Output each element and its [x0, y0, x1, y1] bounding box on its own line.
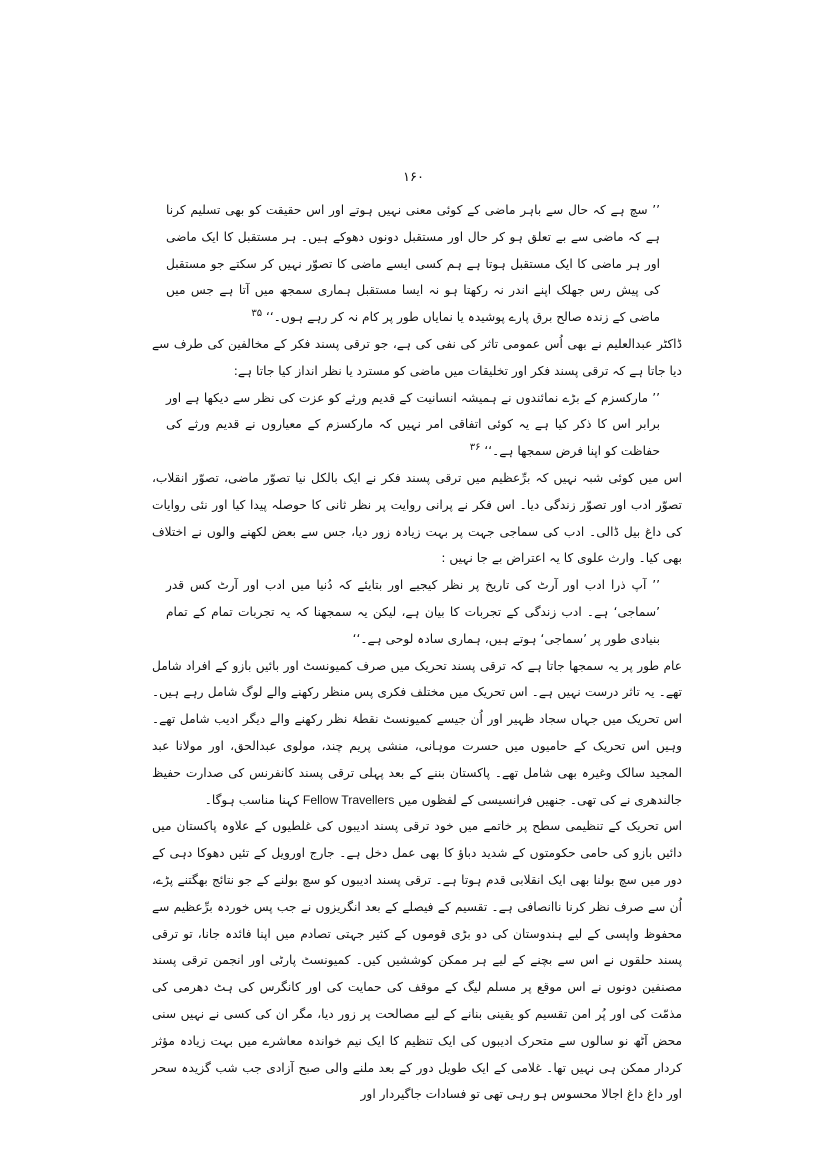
block-quote	[152, 385, 682, 465]
block-quote	[152, 572, 682, 652]
quote-text: ’’ مارکسزم کے بڑے نمائندوں نے ہمیشہ انسانیت کے قدیم ورثے کو عزت کی نظر سے دیکھا ہے اور برابر اس کا ذکر کیا ہے یہ کوئی اتفاقی امر نہیں کہ مارکسزم کے معیاروں نے قدیم ورثے کی حفاظت کو اپنا فرض سمجھا ہے۔‘‘	[166, 390, 660, 459]
body-paragraph	[152, 653, 682, 814]
quote-text: ’’ آپ ذرا ادب اور آرٹ کی تاریخ پر نظر کیجیے اور بتایئے کہ دُنیا میں ادب اور آرٹ کس قدر ’سماجی‘ ہے۔ ادب زندگی کے تجربات کا بیان ہے، لیکن یہ سمجھنا کہ یہ تجربات تمام کے تمام بنیادی طور پر ’سماجی‘ ہوتے ہیں، ہماری سادہ لوحی ہے۔‘‘	[166, 578, 660, 646]
body-paragraph: ڈاکٹر عبدالعلیم نے بھی اُس عمومی تاثر کی نفی کی ہے، جو ترقی پسند فکر کے مخالفین کی طرف سے دیا جاتا ہے کہ ترقی پسند فکر اور تخلیقات میں ماضی کو مسترد یا نظر انداز کیا جاتا ہے:	[152, 336, 682, 378]
paragraph-text: کہنا مناسب ہوگا۔	[204, 792, 300, 807]
page-number: ۱۶۰	[403, 170, 424, 185]
body-paragraph: اس تحریک کے تنظیمی سطح پر خاتمے میں خود ترقی پسند ادیبوں کی غلطیوں کے علاوہ پاکستان میں دائیں بازو کی حامی حکومتوں کے شدید دباؤ کا بھی عمل دخل ہے۔ جارج اورویل کے تئیں دھوکا دہی کے دور میں سچ بولنا بھی ایک انقلابی قدم ہوتا ہے۔ ترقی پسند ادیبوں کو سچ بولنے کے جو نتائج بھگتنے پڑے، اُن سے صرف نظر کرنا ناانصافی ہے۔ تقسیم کے فیصلے کے بعد انگریزوں نے جب پس خوردہ برِّعظیم سے محفوظ واپسی کے لیے ہندوستان کی دو بڑی قوموں کے کثیر جہتی تصادم میں اپنا فائدہ جانا، تو ترقی پسند حلقوں نے اس سے بچنے کے لیے ہر ممکن کوششیں کیں۔ کمیونسٹ پارٹی اور انجمن ترقی پسند مصنفین دونوں نے اس موقع پر مسلم لیگ کے موقف کی حمایت کی اور کانگرس کی ہٹ دھرمی کی مذمّت کی اور پُر امن تقسیم کو یقینی بنانے کے لیے مصالحت پر زور دیا، مگر ان کی کسی نے نہیں سنی محض آٹھ نو سالوں سے متحرک ادیبوں کی ایک تنظیم کا ایک نیم خواندہ معاشرے میں بہت زیادہ مؤثر کردار ممکن ہی نہیں تھا۔ غلامی کے ایک طویل دور کے بعد ملنے والی صبح آزادی جب شب گزیدہ سحر اور داغ داغ اجالا محسوس ہو رہی تھی تو فسادات جاگیردار اور	[152, 819, 682, 1102]
paragraph-text: عام طور پر یہ سمجھا جاتا ہے کہ ترقی پسند تحریک میں صرف کمیونسٹ اور بائیں بازو کے افراد شامل تھے۔ یہ تاثر درست نہیں ہے۔ اس تحریک میں مختلف فکری پس منظر رکھنے والے لوگ شامل رہے ہیں۔ اس تحریک میں جہاں سجاد ظہیر اور اُن جیسے کمیونسٹ نقطۂ نظر رکھنے والے دیگر ادیب شامل تھے۔ وہیں اس تحریک کے حامیوں میں حسرت موہانی، منشی پریم چند، مولوی عبدالحق، اور مولانا عبد المجید سالک وغیرہ بھی شامل تھے۔ پاکستان بننے کے بعد پہلی ترقی پسند کانفرنس کی صدارت حفیظ جالندھری نے کی تھی۔ جنھیں فرانسیسی کے لفظوں میں	[152, 658, 682, 807]
english-phrase: Fellow Travellers	[302, 792, 395, 807]
footnote-reference: ۳۶	[469, 442, 481, 454]
footnote-reference: ۳۵	[251, 308, 263, 320]
page-body	[152, 197, 682, 1108]
quote-text: ’’ سچ ہے کہ حال سے باہر ماضی کے کوئی معنی نہیں ہوتے اور اس حقیقت کو بھی تسلیم کرنا ہے کہ ماضی سے بے تعلق ہو کر حال اور مستقبل دونوں دھوکے ہیں۔ ہر مستقبل کا ایک ماضی اور ہر ماضی کا ایک مستقبل ہوتا ہے ہم کسی ایسے ماضی کا تصوّر نہیں کر سکتے جو مستقبل کی پیش رس جھلک اپنے اندر نہ رکھتا ہو نہ ایسا مستقبل ہماری سمجھ میں آتا ہے جس میں ماضی کے زندہ صالح برق پارے پوشیدہ یا نمایاں طور پر کام نہ کر رہے ہوں۔‘‘	[166, 203, 660, 325]
block-quote	[152, 197, 682, 331]
body-paragraph: اس میں کوئی شبہ نہیں کہ برِّعظیم میں ترقی پسند فکر نے ایک بالکل نیا تصوّر ماضی، تصوّر انقلاب، تصوّر ادب اور تصوّر زندگی دیا۔ اس فکر نے پرانی روایت پر نظر ثانی کا حوصلہ پیدا کیا اور نئی روایات کی داغ بیل ڈالی۔ ادب کی سماجی جہت پر بہت زیادہ زور دیا، جس سے بعض لکھنے والوں نے اختلاف بھی کیا۔ وارث علوی کا یہ اعتراض بے جا نہیں :	[152, 470, 682, 566]
